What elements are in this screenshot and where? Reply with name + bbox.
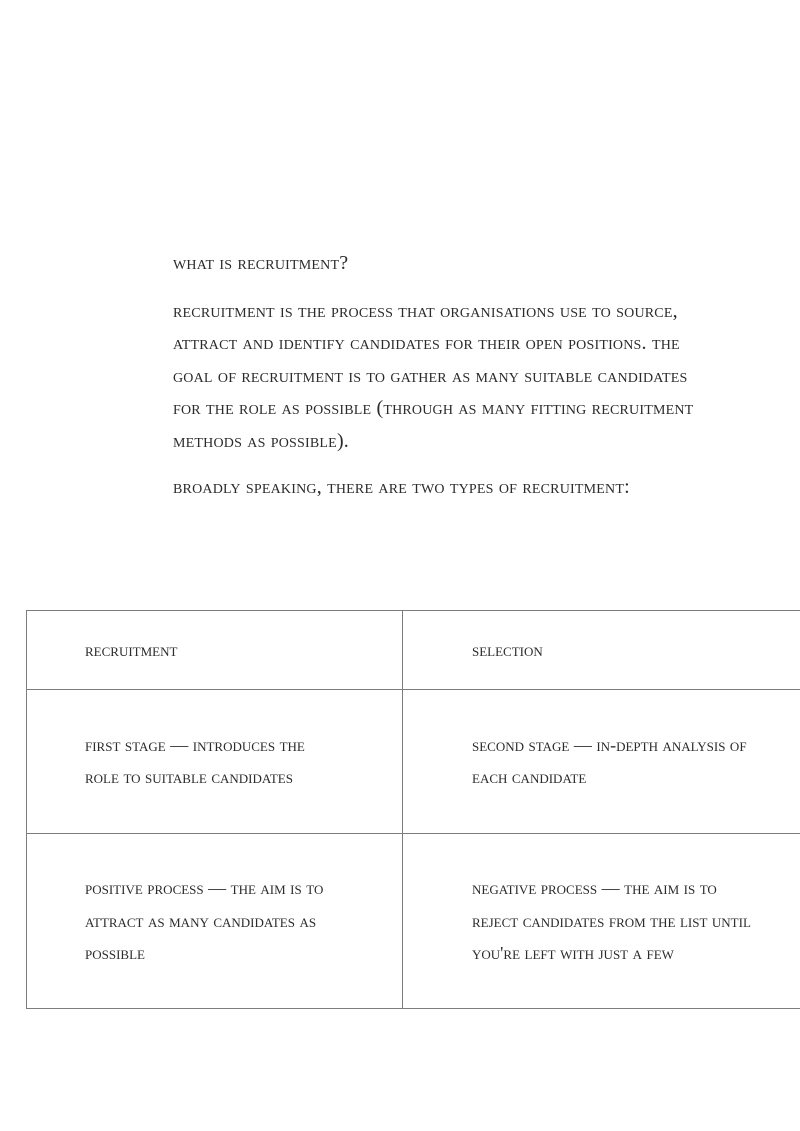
types-paragraph: broadly speaking, there are two types of recruitment: xyxy=(173,476,630,498)
table-cell: first stage — introduces the role to suitable candidates xyxy=(27,690,403,833)
table-cell: second stage — in-depth analysis of each candidate xyxy=(403,690,800,833)
header-cell-recruitment: recruitment xyxy=(27,611,403,690)
page-heading: what is recruitment? xyxy=(173,252,349,274)
table-row xyxy=(27,833,800,1008)
intro-paragraph: recruitment is the process that organisations use to source, attract and identify candidates for their open positions. the goal of recruitment is to gather as many suitable candidates for the role as possible (through as many fitting recruitment methods as possible). xyxy=(173,300,694,452)
table-cell: negative process — the aim is to reject candidates from the list until you're left with just a few xyxy=(403,833,800,1008)
table-header-row xyxy=(27,611,800,690)
header-cell-selection: selection xyxy=(403,611,800,690)
table-cell: positive process — the aim is to attract as many candidates as possible xyxy=(27,833,403,1008)
comparison-table xyxy=(26,610,800,1009)
table-row xyxy=(27,690,800,833)
